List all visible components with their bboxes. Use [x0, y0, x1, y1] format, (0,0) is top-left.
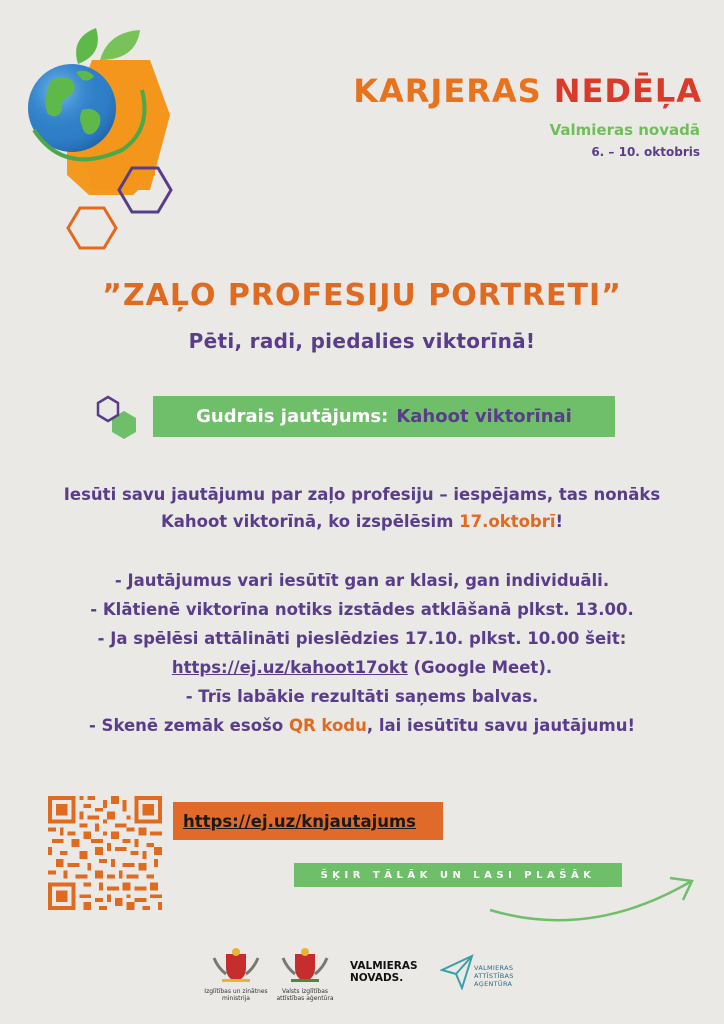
quiz-banner [153, 396, 615, 437]
survey-link[interactable]: https://ej.uz/knjautajums [183, 811, 416, 831]
brand-title-word2: NEDĒĻA [553, 72, 702, 110]
viaa-logo [273, 946, 337, 1002]
paper-plane-icon [440, 954, 474, 990]
banner-value: Kahoot viktorīnai [396, 406, 572, 427]
bullet-5: - Trīs labākie rezultāti saņems balvas. [185, 687, 539, 706]
quiz-date: 17.oktobrī [459, 512, 556, 531]
vaa-text [474, 964, 514, 988]
brand-title-word1: KARJERAS [353, 72, 542, 110]
bullet-6 [0, 716, 724, 735]
vaa-line-3: AĢENTŪRA [474, 980, 513, 989]
qr-code-mention: QR kodu [288, 716, 367, 735]
intro-line-1: Iesūti savu jautājumu par zaļo profesiju – iespējams, tas nonāks [63, 485, 661, 504]
brand-region: Valmieras novadā [549, 121, 700, 139]
vaa-line-1: VALMIERAS [474, 964, 514, 972]
bullet-4-post: (Google Meet). [407, 658, 553, 677]
valmiera-novads-logo [350, 960, 430, 984]
intro-line-2 [0, 512, 724, 531]
bullet-1: - Jautājumus vari iesūtīt gan ar klasi, gan individuāli. [114, 571, 610, 590]
izm-caption: Izglītības un zinātnes ministrija [204, 988, 268, 1003]
hexagon-icon [90, 391, 142, 443]
izm-logo [204, 946, 268, 1002]
curved-arrow-icon [480, 870, 700, 930]
subheadline: Pēti, radi, piedalies viktorīnā! [188, 329, 536, 353]
intro-line-2-post: ! [555, 512, 564, 531]
intro-line-2-pre: Kahoot viktorīnā, ko izspēlēsim [160, 512, 460, 531]
headline: ”ZAĻO PROFESIJU PORTRETI” [102, 278, 622, 313]
viaa-caption: Valsts izglītības attīstības aģentūra [276, 988, 334, 1003]
kahoot-link[interactable]: https://ej.uz/kahoot17okt [171, 658, 408, 677]
coat-of-arms-icon [273, 946, 337, 984]
qr-code[interactable] [48, 796, 162, 910]
bullet-2: - Klātienē viktorīna notiks izstādes atklāšanā plkst. 13.00. [90, 600, 634, 619]
valmiera-line-2: NOVADS. [350, 972, 404, 985]
bullet-6-pre: - Skenē zemāk esošo [88, 716, 289, 735]
bullet-3: - Ja spēlēsi attālināti pieslēdzies 17.10. plkst. 10.00 šeit: [97, 629, 627, 648]
share-banner: ŠĶIR TĀLĀK UN LASI PLAŠĀK [294, 863, 622, 887]
banner-label: Gudrais jautājums: [196, 406, 389, 427]
survey-link-box[interactable] [173, 802, 443, 840]
bullet-4 [0, 658, 724, 677]
bullet-6-post: , lai iesūtītu savu jautājumu! [366, 716, 636, 735]
vaa-line-2: ATTĪSTĪBAS [474, 972, 514, 981]
coat-of-arms-icon [204, 946, 268, 984]
brand-title [353, 72, 702, 110]
brand-dates: 6. – 10. oktobris [591, 145, 700, 159]
globe-hexagon-illustration [20, 20, 210, 260]
valmiera-line-1: VALMIERAS [350, 960, 418, 972]
